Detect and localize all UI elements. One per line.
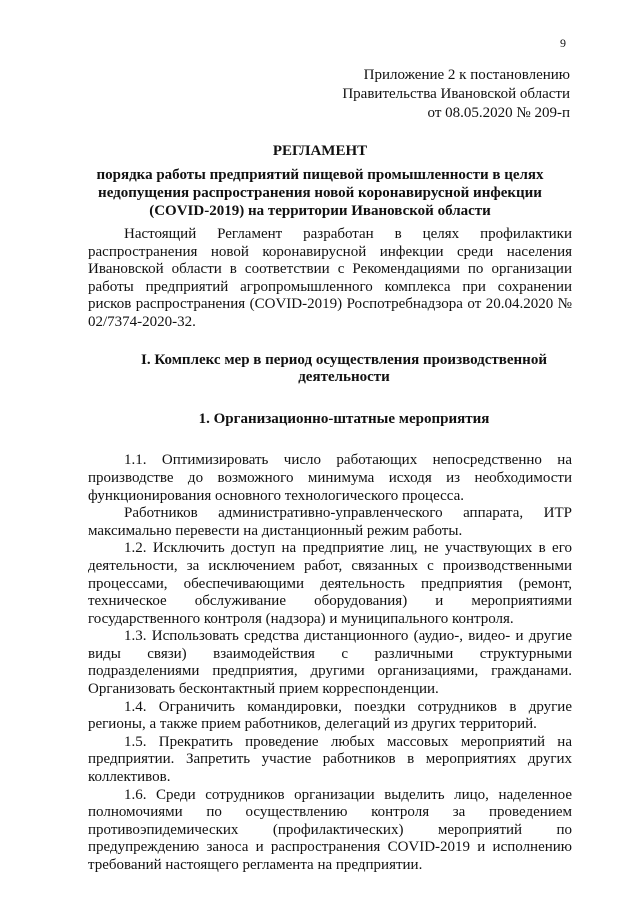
document-body <box>88 226 572 875</box>
paragraph-1-5: 1.5. Прекратить проведение любых массовых мероприятий на предприятии. Запретить участие работников в мероприятиях других коллективов. <box>88 733 572 786</box>
title-line: порядка работы предприятий пищевой промышленности в целях <box>96 167 544 183</box>
appendix-line: Правительства Ивановской области <box>342 86 570 102</box>
section-heading-line: I. Комплекс мер в период осуществления производственной <box>141 351 547 368</box>
paragraph-1-4: 1.4. Ограничить командировки, поездки сотрудников в другие регионы, а также прием работников, делегаций из других территорий. <box>88 698 572 733</box>
intro-paragraph: Настоящий Регламент разработан в целях профилактики распространения новой коронавирусной инфекции среди населения Ивановской области в соответствии с Рекомендациями по организации работы предприятий агропромышленного комплекса при сохранении рисков распространения (COVID-2019) Роспотребнадзора от 20.04.2020 № 02/7374-2020-32. <box>88 226 572 330</box>
subsection-heading: 1. Организационно-штатные мероприятия <box>198 410 490 427</box>
section-heading-line: деятельности <box>298 369 390 386</box>
title-line: недопущения распространения новой коронавирусной инфекции <box>98 185 542 201</box>
title-line: (COVID-2019) на территории Ивановской области <box>149 203 491 219</box>
title-main: РЕГЛАМЕНТ <box>272 143 368 159</box>
appendix-reference <box>342 66 570 123</box>
paragraph-1-3: 1.3. Использовать средства дистанционного (аудио-, видео- и другие виды связи) взаимодействия с различными структурными подразделениями предприятия, другими организациями, гражданами. Организовать бесконтактный прием корреспонденции. <box>88 628 572 698</box>
paragraph-1-2: 1.2. Исключить доступ на предприятие лиц, не участвующих в его деятельности, за исключением работ, связанных с производственными процессами, обеспечивающими деятельность предприятия (ремонт, техническое обслуживание оборудования) и мероприятиями государственного контроля (надзора) и муниципального контроля. <box>88 540 572 627</box>
paragraph-1-1: 1.1. Оптимизировать число работающих непосредственно на производстве до возможного минимума исходя из необходимости функционирования основного технологического процесса. <box>88 452 572 504</box>
appendix-line: Приложение 2 к постановлению <box>363 67 570 83</box>
paragraph-1-1-cont: Работников административно-управленческого аппарата, ИТР максимально перевести на дистанционный режим работы. <box>88 505 572 539</box>
paragraph-1-6: 1.6. Среди сотрудников организации выделить лицо, наделенное полномочиями по осуществлению контроля за проведением противоэпидемических (профилактических) мероприятий по предупреждению заноса и распространения COVID-2019 и исполнению требований настоящего регламента на предприятии. <box>88 786 572 873</box>
document-title <box>80 142 560 220</box>
section-heading <box>88 352 572 387</box>
appendix-line: от 08.05.2020 № 209-п <box>427 105 570 121</box>
page-number: 9 <box>560 36 566 50</box>
